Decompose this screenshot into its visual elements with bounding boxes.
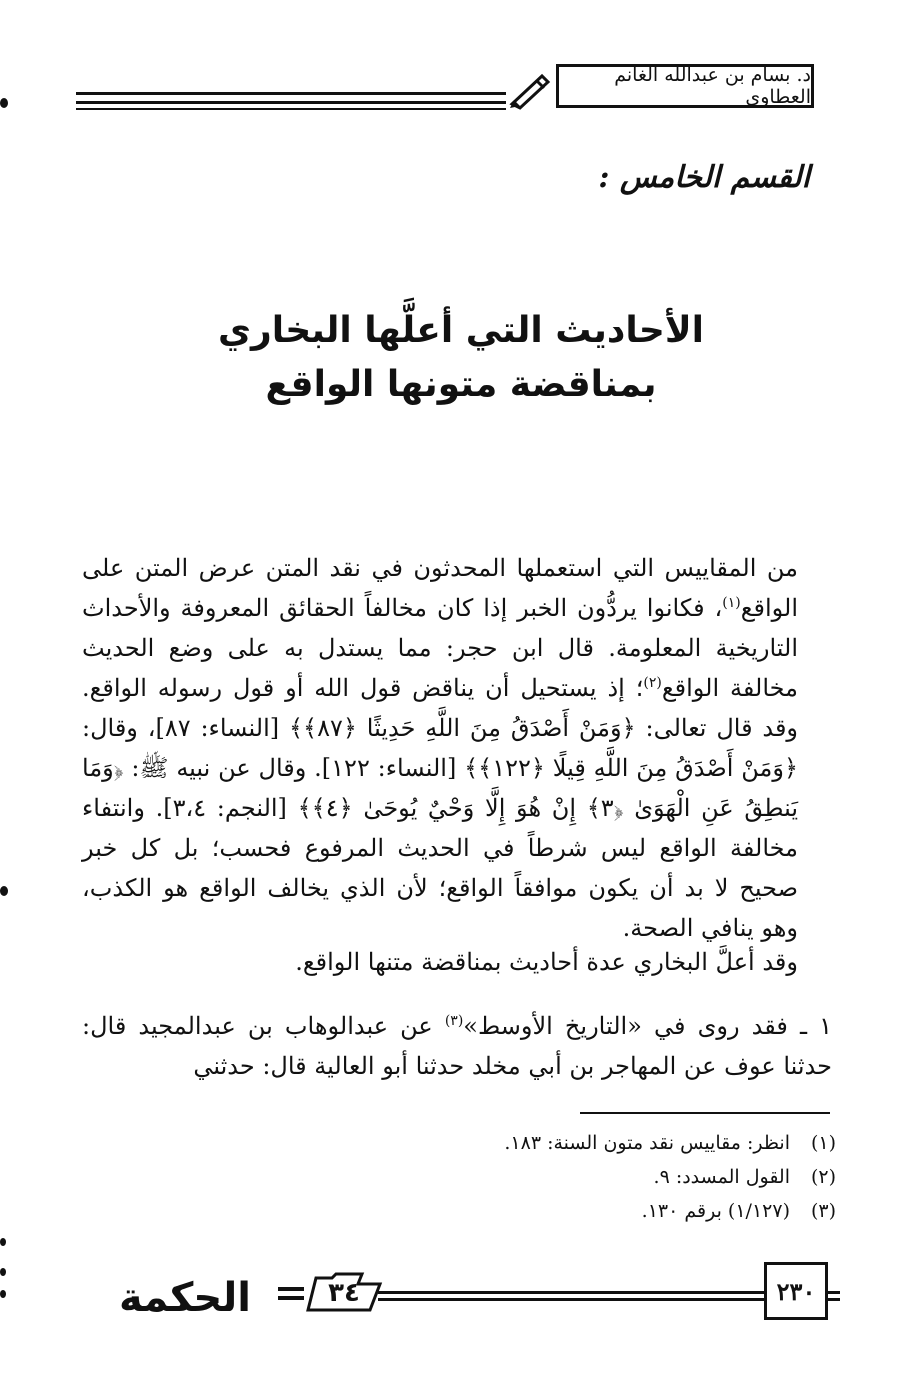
footer-rule-end [826, 1291, 840, 1301]
body-paragraph [82, 1006, 832, 1086]
scan-mark [0, 98, 8, 108]
paragraph-text-a: ١ ـ فقد روى في «التاريخ الأوسط» [463, 1012, 832, 1040]
paragraph-text [82, 1006, 832, 1086]
paragraph-text [82, 548, 832, 948]
footnote-ref[interactable]: (٢) [643, 675, 662, 691]
body-paragraph [82, 548, 832, 942]
scan-mark [0, 886, 8, 896]
header-rule [76, 92, 506, 95]
footnote-separator [580, 1112, 830, 1114]
header-author: د. بسام بن عبدالله الغانم العطاوي [614, 64, 811, 108]
issue-number: ٣٤ [328, 1278, 360, 1308]
footnote-number: (٣) [810, 1200, 836, 1222]
paragraph-text: وقد أعلَّ البخاري عدة أحاديث بمناقضة متنها الواقع. [295, 948, 798, 976]
scan-mark [0, 1268, 6, 1276]
page-number-box [764, 1262, 828, 1320]
section-label: القسم الخامس : [598, 160, 810, 195]
header-author-box [556, 64, 814, 108]
header-rule [76, 108, 506, 110]
footnote-number: (١) [810, 1132, 836, 1154]
journal-logo: الحكمة [119, 1275, 251, 1321]
body-paragraph [82, 942, 832, 982]
scan-mark [0, 1238, 6, 1246]
footnote-item [76, 1194, 836, 1228]
page-title-line2: بمناقضة متونها الواقع [265, 364, 657, 405]
paragraph-text-b: عن عبدالوهاب بن عبدالمجيد قال: حدثنا عوف عن المهاجر بن أبي مخلد حدثنا أبو العالية قال: حدثني [82, 1012, 832, 1080]
scan-mark [0, 1290, 6, 1298]
paragraph-text-a: من المقاييس التي استعملها المحدثون في نقد المتن عرض المتن على الواقع [82, 554, 798, 622]
paragraph-text-c: ؛ إذ يستحيل أن يناقض قول الله أو قول رسوله الواقع. وقد قال تعالى: ﴿وَمَنْ أَصْدَقُ مِنَ اللَّهِ حَدِيثًا ﴿٨٧﴾﴾ [النساء: ٨٧]، وقال: ﴿وَمَنْ أَصْدَقُ مِنَ اللَّهِ قِيلًا ﴿١٢٢﴾﴾ [النساء: ١٢٢]. وقال عن نبيه ﷺ: ﴿وَمَا يَنطِقُ عَنِ الْهَوَىٰ ﴿٣﴾ إِنْ هُوَ إِلَّا وَحْيٌ يُوحَىٰ ﴿٤﴾﴾ [النجم: ٣،٤]. وانتفاء مخالفة الواقع ليس شرطاً في الحديث المرفوع فحسب؛ بل كل خبر صحيح لا بد أن يكون موافقاً الواقع؛ لأن الذي يخالف الواقع هو الكذب، وهو ينافي الصحة. [82, 674, 799, 942]
footer-equals-mark [278, 1286, 304, 1300]
footnote-item [76, 1160, 836, 1194]
footnote-ref[interactable]: (٣) [444, 1013, 464, 1029]
footnote-text: (١/١٢٧) برقم ١٣٠. [641, 1200, 790, 1222]
page-title-line1: الأحاديث التي أعلَّها البخاري [218, 310, 704, 351]
header-rule [76, 101, 506, 104]
paragraph-text-b: ، فكانوا يردُّون الخبر إذا كان مخالفاً الحقائق المعروفة والأحداث التاريخية المعلومة. قال ابن حجر: مما يستدل به على وضع الحديث مخالفة الواقع [82, 594, 798, 702]
footer-rule [378, 1291, 764, 1301]
footnote-number: (٢) [810, 1166, 836, 1188]
footnotes [76, 1126, 836, 1228]
footnote-ref[interactable]: (١) [722, 595, 741, 611]
page-number: ٢٣٠ [776, 1276, 816, 1306]
footnote-item [76, 1126, 836, 1160]
footnote-text: القول المسدد: ٩. [653, 1166, 790, 1188]
pen-icon [506, 70, 552, 110]
footnote-text: انظر: مقاييس نقد متون السنة: ١٨٣. [504, 1132, 790, 1154]
